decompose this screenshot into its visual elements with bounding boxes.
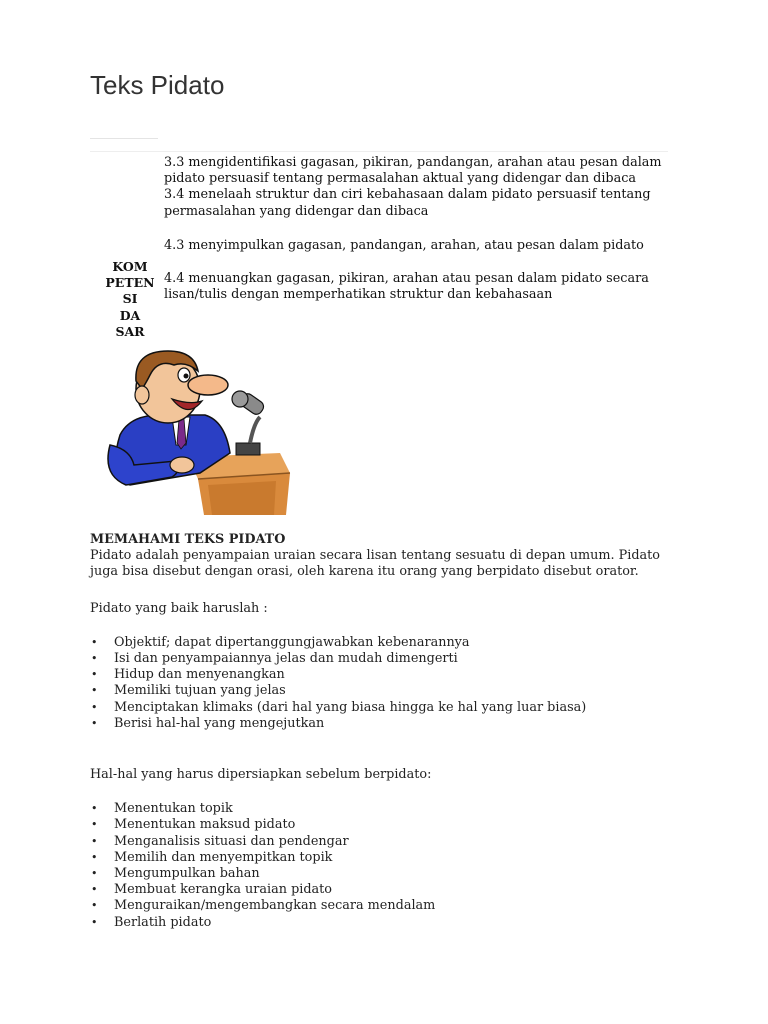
intro-paragraph: Pidato adalah penyampaian uraian secara lisan tentang sesuatu di depan umum. Pidato juga bisa disebut dengan orasi, oleh karena itu orang yang berpidato disebut orator. xyxy=(90,548,661,580)
list-item: • Objektif; dapat dipertanggungjawabkan kebenarannya xyxy=(90,635,680,651)
list-item: • Menentukan topik xyxy=(90,801,680,817)
kompetensi-item: 4.3 menyimpulkan gagasan, pandangan, arahan, atau pesan dalam pidato xyxy=(164,237,644,253)
label-line: SAR xyxy=(115,323,145,339)
list-item: • Isi dan penyampaiannya jelas dan mudah dimengerti xyxy=(90,651,680,667)
list-item: • Mengumpulkan bahan xyxy=(90,866,680,882)
preparation-heading: Hal-hal yang harus dipersiapkan sebelum berpidato: xyxy=(90,767,432,783)
list-item: • Memiliki tujuan yang jelas xyxy=(90,683,680,699)
label-line: SI xyxy=(122,291,138,307)
preparation-list xyxy=(90,801,680,931)
list-item: • Menganalisis situasi dan pendengar xyxy=(90,834,680,850)
kompetensi-item: 4.4 menuangkan gagasan, pikiran, arahan atau pesan dalam pidato secara lisan/tulis dengan memperhatikan struktur dan kebahasaan xyxy=(164,271,649,303)
label-line: KOM xyxy=(112,259,148,274)
list-item: • Berlatih pidato xyxy=(90,915,680,931)
kompetensi-item: 3.3 mengidentifikasi gagasan, pikiran, pandangan, arahan atau pesan dalam pidato persuasif tentang permasalahan aktual yang didengar dan dibaca xyxy=(164,155,662,187)
speaker-at-podium-illustration xyxy=(90,345,310,515)
list-item: • Membuat kerangka uraian pidato xyxy=(90,882,680,898)
kompetensi-dasar-label xyxy=(100,259,160,340)
kompetensi-list xyxy=(164,155,664,303)
list-item: • Berisi hal-hal yang mengejutkan xyxy=(90,716,680,732)
list-item: • Memilih dan menyempitkan topik xyxy=(90,850,680,866)
list-item: • Menciptakan klimaks (dari hal yang biasa hingga ke hal yang luar biasa) xyxy=(90,700,680,716)
label-line: DA xyxy=(119,307,141,323)
good-speech-list xyxy=(90,635,680,732)
kompetensi-item: 3.4 menelaah struktur dan ciri kebahasaan dalam pidato persuasif tentang permasalahan yang didengar dan dibaca xyxy=(164,187,651,219)
good-speech-heading: Pidato yang baik haruslah : xyxy=(90,600,268,616)
page-title: Teks Pidato xyxy=(90,70,225,100)
section-divider xyxy=(90,151,668,152)
article-body xyxy=(90,532,680,931)
section-heading: MEMAHAMI TEKS PIDATO xyxy=(90,532,286,547)
list-item: • Menentukan maksud pidato xyxy=(90,817,680,833)
title-underline xyxy=(90,138,158,139)
list-item: • Hidup dan menyenangkan xyxy=(90,667,680,683)
label-line: PETEN xyxy=(105,275,155,291)
list-item: • Menguraikan/mengembangkan secara mendalam xyxy=(90,898,680,914)
